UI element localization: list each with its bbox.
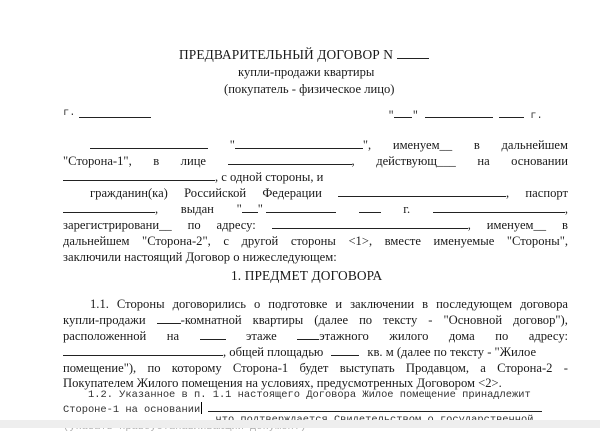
- word: этажного: [319, 329, 369, 343]
- floors-total-blank[interactable]: [297, 329, 319, 340]
- year-label: г.: [403, 202, 411, 216]
- day-blank[interactable]: [394, 107, 412, 118]
- word: вместе: [384, 234, 421, 248]
- word: именуемые: [433, 234, 495, 248]
- floor-blank[interactable]: [200, 329, 226, 340]
- one-side-text: , с одной стороны, и: [215, 170, 324, 184]
- quote-mark: ": [412, 110, 419, 122]
- section-heading-subject: 1. ПРЕДМЕТ ДОГОВОРА: [231, 268, 383, 283]
- property-address-blank[interactable]: [63, 345, 223, 356]
- clause-1-1-line-4: [63, 345, 568, 360]
- clause-1-2-line-1: 1.2. Указанное в п. 1.1 настоящего Договора Жилое помещение принадлежит: [88, 389, 531, 401]
- preamble-line-6: [63, 218, 568, 233]
- quote-mark: ",: [362, 138, 372, 152]
- word: на: [477, 154, 490, 168]
- word: купли-продажи: [63, 313, 146, 327]
- word: дальнейшем: [63, 234, 130, 248]
- clause-1-1-line-2: [63, 313, 568, 328]
- comma: ,: [467, 218, 471, 232]
- citizen-name-blank[interactable]: [338, 186, 506, 197]
- word: Стороны: [116, 297, 165, 311]
- word: основании: [511, 154, 568, 168]
- word: по: [187, 218, 201, 232]
- word: адресу:: [528, 329, 568, 343]
- word: в: [422, 297, 429, 311]
- word: заключении: [350, 297, 415, 311]
- word: (далее: [314, 313, 349, 327]
- preamble-line-7: [63, 234, 568, 249]
- quote-mark: ": [236, 202, 242, 216]
- issued-by-blank[interactable]: [433, 202, 565, 213]
- year-blank[interactable]: [499, 107, 524, 118]
- word: расположенной: [63, 329, 147, 343]
- representative-blank[interactable]: [228, 154, 352, 165]
- word: -: [428, 313, 433, 327]
- party1-org-field: [230, 138, 371, 153]
- word: о: [253, 297, 261, 311]
- area-blank[interactable]: [331, 345, 359, 356]
- word: , общей площадью: [223, 345, 324, 359]
- preamble-line-3: [63, 170, 323, 185]
- word: договора: [520, 297, 568, 311]
- word: Продавцом,: [405, 361, 470, 375]
- word: на: [166, 329, 180, 343]
- registration-address-blank[interactable]: [272, 218, 468, 229]
- document-subtitle: купли-продажи квартиры: [238, 65, 375, 79]
- passport-number-blank[interactable]: [63, 202, 155, 213]
- word: которому: [171, 361, 222, 375]
- word: стороны: [290, 234, 336, 248]
- word: по: [147, 361, 161, 375]
- clause-1-1-line-1: [90, 297, 568, 312]
- word: этаже: [245, 329, 277, 343]
- word: -комнатной: [180, 313, 242, 327]
- preamble-line-1: [90, 138, 568, 153]
- comma: ,: [351, 154, 355, 168]
- word: "Стороны",: [506, 234, 568, 248]
- word: в: [473, 138, 480, 152]
- clause-1-1-line-6: Покупателем Жилого помещения на условиях, предусмотренных Договором <2>.: [63, 376, 502, 390]
- contract-number-blank[interactable]: [397, 48, 429, 59]
- word: жилого: [389, 329, 429, 343]
- word: именуем__: [486, 218, 547, 232]
- rooms-count-blank[interactable]: [157, 313, 181, 324]
- word: подготовке: [268, 297, 328, 311]
- word: Российской: [184, 186, 247, 200]
- quote-mark: ": [229, 138, 235, 152]
- word: зарегистрировани__: [63, 218, 172, 232]
- word: Сторона-2: [497, 361, 553, 375]
- word: Сторона-1: [232, 361, 289, 375]
- word: паспорт: [525, 186, 568, 200]
- word: по: [495, 329, 509, 343]
- document-subtitle-buyer-type: (покупатель - физическое лицо): [224, 82, 395, 96]
- word: лице: [180, 154, 207, 168]
- city-blank[interactable]: [79, 107, 151, 118]
- preamble-line-8: заключили настоящий Договор о нижеследующем:: [63, 250, 337, 264]
- issue-month-blank[interactable]: [266, 202, 336, 213]
- word: квартиры: [252, 313, 304, 327]
- comma: ,: [564, 202, 568, 216]
- word: по: [359, 313, 373, 327]
- word: а: [480, 361, 486, 375]
- page-bottom-edge: [0, 420, 600, 428]
- word: кв. м (далее по тексту - "Жилое: [367, 345, 537, 359]
- word: выдан: [180, 202, 214, 216]
- quote-mark: ": [257, 202, 263, 216]
- word: -: [563, 361, 568, 375]
- word: дома: [448, 329, 475, 343]
- preamble-line-4: [90, 186, 568, 201]
- clause-1-1-line-5: [63, 361, 568, 376]
- party1-label: "Сторона-1",: [63, 154, 132, 168]
- year-label: г.: [530, 110, 543, 122]
- word: выступать: [339, 361, 395, 375]
- preamble-line-2: [63, 154, 568, 169]
- word: Стороне-1 на основании: [63, 404, 201, 416]
- word: гражданин(ка): [90, 186, 168, 200]
- clause-number: 1.1.: [90, 297, 109, 311]
- document-title: [179, 47, 429, 63]
- party1-name-blank[interactable]: [90, 138, 208, 149]
- party1-org-blank[interactable]: [235, 138, 363, 149]
- title-text: ПРЕДВАРИТЕЛЬНЫЙ ДОГОВОР N: [179, 47, 394, 62]
- word: другой: [241, 234, 279, 248]
- authority-basis-blank[interactable]: [63, 170, 215, 181]
- month-blank[interactable]: [425, 107, 493, 118]
- word: Федерации: [262, 186, 322, 200]
- comma: ,: [155, 202, 159, 216]
- city-label: г.: [63, 107, 76, 119]
- word: договорились: [172, 297, 246, 311]
- issue-year-blank[interactable]: [359, 202, 381, 213]
- word: договор"),: [513, 313, 568, 327]
- word: "Основной: [443, 313, 503, 327]
- word: именуем__: [392, 138, 453, 152]
- word: последующем: [436, 297, 513, 311]
- footnote-ref-1[interactable]: <1>,: [348, 234, 373, 248]
- word: помещение"),: [63, 361, 137, 375]
- preamble-line-5: [63, 202, 568, 217]
- issue-day-blank[interactable]: [242, 202, 258, 213]
- word: с: [223, 234, 229, 248]
- word: будет: [299, 361, 329, 375]
- quote-mark: ": [388, 110, 395, 122]
- word: адресу:: [216, 218, 256, 232]
- word: дальнейшем: [501, 138, 568, 152]
- word: действующ___: [376, 154, 456, 168]
- date-field: [388, 107, 543, 122]
- word: тексту: [383, 313, 418, 327]
- word: и: [335, 297, 343, 311]
- word: в: [153, 154, 160, 168]
- word: в: [562, 218, 568, 232]
- comma: ,: [506, 186, 510, 200]
- party2-label: "Сторона-2",: [142, 234, 211, 248]
- clause-1-1-line-3: [63, 329, 568, 344]
